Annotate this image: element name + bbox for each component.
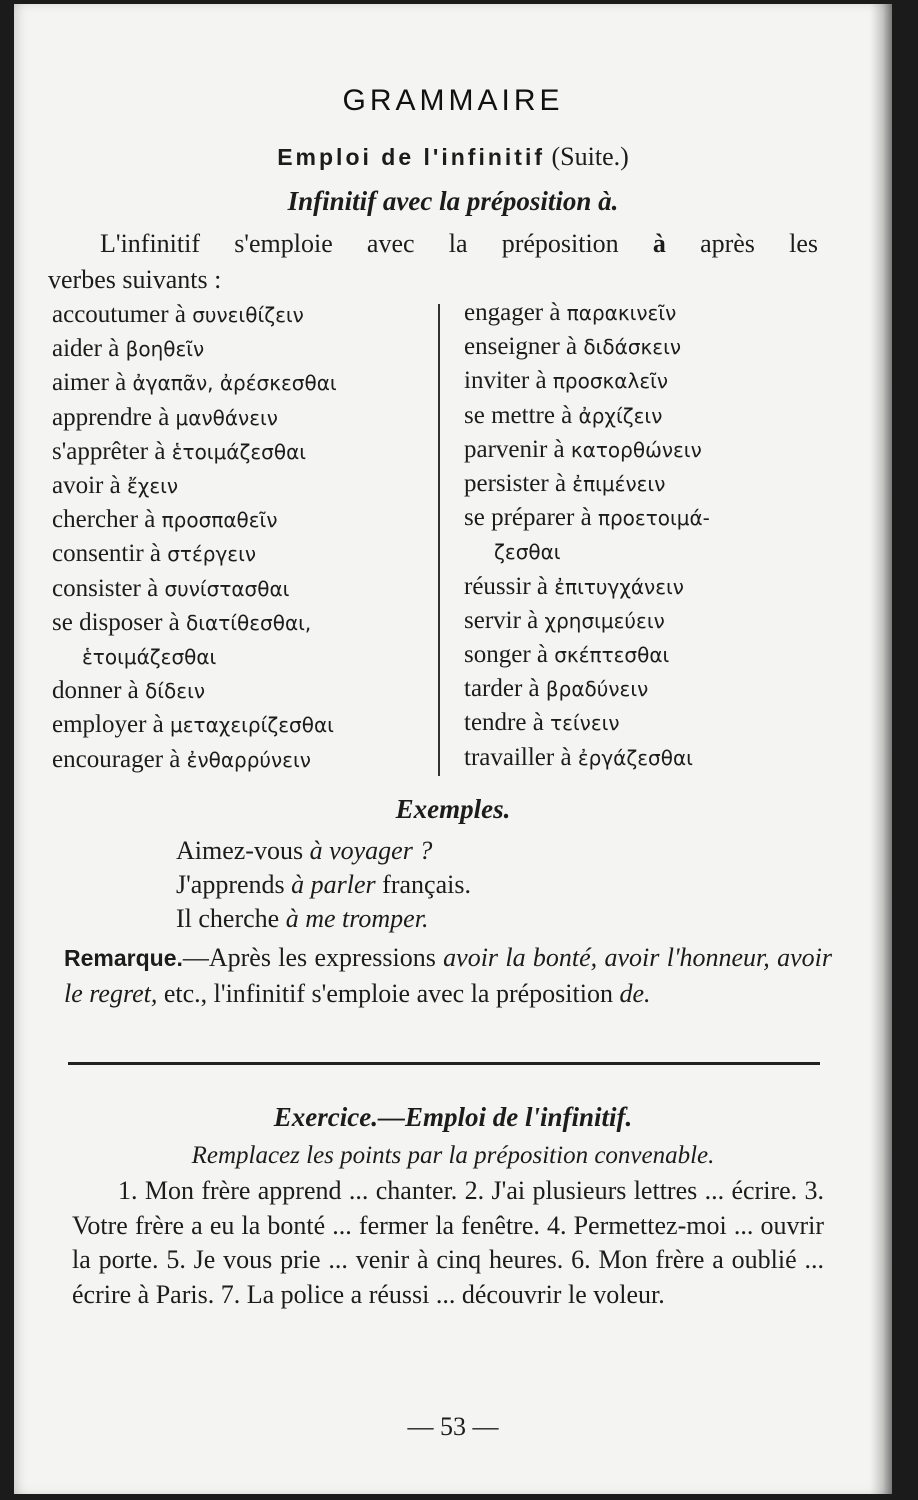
example-line: Il cherche à me tromper. bbox=[176, 904, 429, 933]
verb-item: enseigner à διδάσκειν bbox=[464, 333, 682, 361]
intro-line-1: L'infinitif s'emploie avec la préposition à après les bbox=[100, 229, 818, 258]
book-page bbox=[14, 4, 892, 1494]
intro-paragraph bbox=[48, 226, 818, 298]
verb-item: aider à βοηθεῖν bbox=[52, 335, 205, 363]
examples-heading: Exemples. bbox=[395, 794, 511, 824]
verb-list-left bbox=[52, 298, 432, 777]
examples-list bbox=[176, 834, 471, 936]
exercise-instruction: Remplacez les points par la préposition convenable. bbox=[191, 1142, 715, 1169]
verb-item: se disposer à διατίθεσθαι, bbox=[52, 608, 312, 636]
subtitle-suite: (Suite.) bbox=[545, 142, 629, 171]
verb-item: apprendre à μανθάνειν bbox=[52, 403, 278, 431]
intro-line-2: verbes suivants : bbox=[48, 265, 222, 294]
example-line: J'apprends à parler français. bbox=[176, 870, 471, 899]
page-number: — 53 — bbox=[407, 1412, 499, 1441]
verb-item: accoutumer à συνειθίζειν bbox=[52, 301, 304, 328]
verb-item: consister à συνίστασθαι bbox=[52, 574, 290, 602]
verb-item: tarder à βραδύνειν bbox=[464, 675, 649, 703]
remarque-paragraph bbox=[64, 940, 832, 1011]
page-title: GRAMMAIRE bbox=[342, 84, 564, 117]
verb-item: travailler à ἐργάζεσθαι bbox=[464, 743, 693, 771]
verb-item: employer à μεταχειρίζεσθαι bbox=[52, 711, 334, 739]
verb-item: parvenir à κατορθώνειν bbox=[464, 435, 702, 463]
verb-item: donner à δίδειν bbox=[52, 677, 206, 705]
verb-item-continuation: ἑτοιμάζεσθαι bbox=[82, 645, 217, 670]
verb-item: avoir à ἔχειν bbox=[52, 472, 179, 500]
verb-item: servir à χρησιμεύειν bbox=[464, 606, 665, 634]
verb-item: inviter à προσκαλεῖν bbox=[464, 367, 669, 395]
verb-item: s'apprêter à ἑτοιμάζεσθαι bbox=[52, 437, 307, 465]
remarque-label: Remarque. bbox=[64, 945, 183, 971]
verb-item: réussir à ἐπιτυγχάνειν bbox=[464, 572, 684, 600]
verb-item-continuation: ζεσθαι bbox=[494, 540, 561, 565]
verb-item: aimer à ἀγαπᾶν, ἀρέσκεσθαι bbox=[52, 369, 337, 397]
remarque-text: —Après les expressions avoir la bonté, avoir l'honneur, avoir le regret, etc., l'infinitif s'emploie avec la préposition de. bbox=[64, 943, 832, 1008]
verb-item: chercher à προσπαθεῖν bbox=[52, 506, 278, 534]
verb-item: engager à παρακινεῖν bbox=[464, 299, 677, 326]
column-divider bbox=[438, 304, 440, 776]
verb-item: se mettre à ἀρχίζειν bbox=[464, 401, 663, 429]
section-heading: Infinitif avec la préposition à. bbox=[287, 186, 619, 216]
exercise-heading: Exercice.—Emploi de l'infinitif. bbox=[273, 1102, 633, 1132]
exercise-text: 1. Mon frère apprend ... chanter. 2. J'ai plusieurs lettres ... écrire. 3. Votre frère a eu la bonté ... fermer la fenêtre. 4. Permettez-moi ... ouvrir la porte. 5. Je vous prie ... venir à cinq heures. 6. Mon frère a oublié ... écrire à Paris. 7. La police a réussi ... découvrir le voleur. bbox=[72, 1176, 824, 1309]
example-line: Aimez-vous à voyager ? bbox=[176, 836, 433, 865]
verb-item: consentir à στέργειν bbox=[52, 540, 257, 568]
verb-item: encourager à ἐνθαρρύνειν bbox=[52, 745, 311, 773]
verb-list-right bbox=[464, 296, 824, 775]
section-rule bbox=[68, 1062, 820, 1065]
verb-item: se préparer à προετοιμά- bbox=[464, 504, 710, 532]
verb-item: tendre à τείνειν bbox=[464, 709, 620, 737]
verb-item: songer à σκέπτεσθαι bbox=[464, 641, 670, 669]
verb-item: persister à ἐπιμένειν bbox=[464, 470, 666, 498]
lesson-subtitle bbox=[14, 142, 892, 172]
subtitle-bold: Emploi de l'infinitif bbox=[277, 144, 546, 170]
